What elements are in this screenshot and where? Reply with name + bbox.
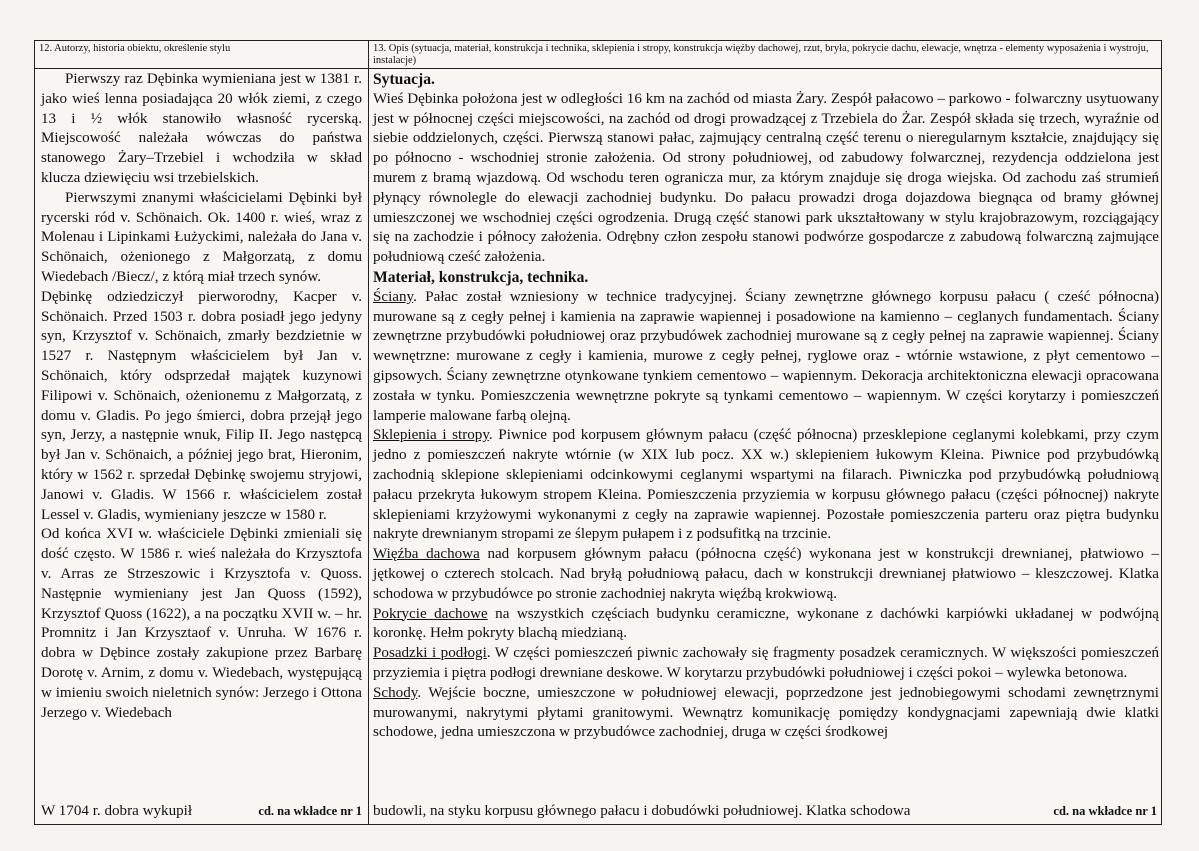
roof-label: Więźba dachowa bbox=[373, 546, 480, 563]
record-card-sheet bbox=[34, 40, 1162, 825]
history-bottom-line bbox=[41, 802, 362, 822]
history-paragraph-1: Pierwszy raz Dębinka wymieniana jest w 1381 r. jako wieś lenna posiadająca 20 włók ziemi, z czego 13 i ½ włók stanowiło własność rycerską. Miejscowość należała wówczas do państwa stanowego Żary–Trzebiel i wchodziła w skład klucza dziewięciu wsi trzebielskich. bbox=[41, 71, 362, 186]
roof-paragraph bbox=[373, 545, 1159, 604]
heading-material: Materiał, konstrukcja, technika. bbox=[373, 268, 589, 286]
header-authors-history: 12. Autorzy, historia obiektu, określenie stylu bbox=[35, 41, 369, 69]
description-column bbox=[369, 69, 1163, 824]
history-paragraph-4: Od końca XVI w. właściciele Dębinki zmieniali się dość często. W 1586 r. wieś należała do Krzysztofa v. Arras ze Strzeszowic i Krzysztofa v. Quoss. Następnie wymieniany jest Jan Quoss (1592), Krzysztof Quoss (1622), a na początku XVII w. – hr. Promnitz i Jan Krzysztaof v. Unruha. W 1676 r. dobra w Dębince zostały zakupione przez Barbarę Dorotę v. Arnim, z domu v. Wiedebach, występującą w imieniu swoich nieletnich synów: Jerzego i Ottona Jerzego v. Wiedebach bbox=[41, 526, 362, 721]
floors-label: Posadzki i podłogi bbox=[373, 645, 487, 662]
cover-label: Pokrycie dachowe bbox=[373, 605, 488, 622]
stairs-text: . Wejście boczne, umieszczone w południowej elewacji, poprzedzone jest jednobiegowymi schodami zewnętrznymi murowanymi, nakrytymi płytami granitowymi. Wewnątrz komunikację pomiędzy kondygnacjami zapewniają dwie klatki schodowe, jedna umieszczona w przybudówce zachodniej, druga w części środkowej bbox=[373, 684, 1159, 741]
cover-text: na wszystkich częściach budynku ceramiczne, wykonane z dachówki karpiówki układanej w podwójną koronkę. Hełm pokryty blachą miedzianą. bbox=[373, 605, 1159, 642]
description-continued-note: cd. na wkładce nr 1 bbox=[1053, 804, 1157, 818]
situation-text: Wieś Dębinka położona jest w odległości 16 km na zachód od miasta Żary. Zespół pałacowo – parkowo - folwarczny usytuowany jest w północnej części miejscowości, na zachód od drogi prowadzącej z Trzebiela do Żar. Zespół składa się trzech, wyraźnie od siebie oddzielonych, części. Pierwszą stanowi pałac, zajmujący centralną część terenu o nieregularnym kształcie, znajdujący się po północno - wschodniej stronie założenia. Od strony południowej, od zabudowy folwarcznej, rezydencja oddzielona jest murem z bramą wjazdową. Od wschodu teren ogranicza mur, za którym znajduje się droga wiejska. Od zachodu zaś strumień płynący równolegle do elewacji zachodniej budynku. Do pałacu prowadzi droga dojazdowa biegnąca od bramy głównej umieszczonej we wschodniej części ogrodzenia. Drugą część stanowi park ukształtowany w stylu krajobrazowym, rozciągający się na zachodzie i północy założenia. Odrębny człon zespołu stanowi podwórze gospodarcze z zabudową folwarczną zajmujące południową cześć założenia. bbox=[373, 90, 1159, 266]
cover-paragraph bbox=[373, 605, 1159, 645]
stairs-label: Schody bbox=[373, 684, 418, 701]
walls-paragraph bbox=[373, 288, 1159, 427]
walls-text: . Pałac został wzniesiony w technice tradycyjnej. Ściany zewnętrzne głównego korpusu pałacu ( cześć północna) murowane są z cegły pełnej i kamienia na zaprawie wapiennej i posadowione na kamienno – ceglanych fundamentach. Ściany zewnętrzne przybudówki południowej oraz przybudówek zachodniej murowane są z cegły pełnej na zaprawie wapiennej. Ściany wewnętrzne: murowane z cegły i kamienia, murowe z cegły pełnej, ryglowe oraz - wtórnie wstawione, z płyt cementowo – gipsowych. Ściany zewnętrzne otynkowane tynkiem cementowo – wapiennym. Dekoracja architektoniczna elewacji opracowana została w tynku. Pomieszczenia wewnętrzne pokryte są tynkami cementowo – wapiennym. W części korytarzy i pomieszczeń lamperie malowane farbą olejną. bbox=[373, 288, 1159, 424]
vaults-text: . Piwnice pod korpusem głównym pałacu (część północna) przesklepione ceglanymi kolebkami, przy czym jedno z pomieszczeń nakryte wtórnie (w XIX lub pocz. XX w.) sklepieniem łukowym Kleina. Piwnice pod przybudówką zachodnią sklepione sklepieniami odcinkowymi ceglanymi wspartymi na filarach. Piwniczka pod przybudówką południową pałacu przekryta łukowym stropem Kleina. Pomieszczenia przyziemia w korpusu głównego pałacu (części północnej) nakryte sklepieniami krzyżowymi wykonanymi z cegły na zaprawie wapiennej. Pozostałe pomieszczenia parteru oraz piętra budynku nakryte drewnianym stropami ze ślepym pułapem i z podsufitką na trzcinie. bbox=[373, 427, 1159, 543]
walls-label: Ściany bbox=[373, 288, 414, 305]
description-bottom-line bbox=[373, 802, 1157, 822]
floors-text: . W części pomieszczeń piwnic zachowały się fragmenty posadzek ceramicznych. W większości pomieszczeń przyziemia i piętra podłogi drewniane deskowe. W korytarzu przybudówki południowej i części pokoi – wylewka betonowa. bbox=[373, 645, 1159, 681]
history-paragraph-2: Pierwszymi znanymi właścicielami Dębinki był rycerski ród v. Schönaich. Ok. 1400 r. wieś, wraz z Molenau i Lipinkami Łużyckimi, należała do Jana v. Schönaich, ożenionego z Małgorzatą, z domu Wiedebach /Biecz/, z którą miał trzech synów. bbox=[41, 189, 362, 285]
vaults-label: Sklepienia i stropy bbox=[373, 427, 489, 444]
roof-text: nad korpusem głównym pałacu (północna część) wykonana jest w konstrukcji drewnianej, płatwiowo – jętkowej o czterech stolcach. Nad bryłą południową pałacu, dach w konstrukcji drewnianej płatwiowo – kleszczowej. Klatka schodowa w przybudówce po stronie zachodniej nakryta więźbą krokwiową. bbox=[373, 546, 1159, 602]
history-paragraph-3: Dębinkę odziedziczył pierworodny, Kacper v. Schönaich. Przed 1503 r. dobra posiadł jego jedyny syn, Krzysztof v. Schönaich, zmarły bezdzietnie w 1527 r. Następnym właścicielem był Jan v. Schönaich, który odsprzedał majątek kuzynowi Filipowi v. Schönaich, ożenionemu z Małgorzatą, z domu v. Gladis. Po jego śmierci, dobra przejął jego syn, Jerzy, a następnie wnuk, Filip II. Jego następcą był Jan v. Schönaich, a później jego brat, Hieronim, który w 1562 r. sprzedał Dębinkę swojemu stryjowi, Janowi v. Gladis. W 1566 r. właścicielem został Lessel v. Gladis, wymieniany jeszcze w 1580 r. bbox=[41, 288, 362, 523]
header-description: 13. Opis (sytuacja, materiał, konstrukcja i technika, sklepienia i stropy, konstrukcja więźby dachowej, rzut, bryła, pokrycie dachu, elewacje, wnętrza - elementy wyposażenia i wystroju, instalacje) bbox=[373, 43, 1149, 66]
floors-paragraph bbox=[373, 644, 1159, 684]
header-row bbox=[35, 41, 1161, 69]
history-column bbox=[35, 69, 369, 824]
heading-situation: Sytuacja. bbox=[373, 71, 435, 88]
description-last-line: budowli, na styku korpusu głównego pałacu i dobudówki południowej. Klatka schodowa bbox=[373, 803, 911, 819]
history-continued-note: cd. na wkładce nr 1 bbox=[258, 804, 362, 818]
stairs-paragraph bbox=[373, 684, 1159, 743]
history-last-line: W 1704 r. dobra wykupił bbox=[41, 803, 193, 819]
vaults-paragraph bbox=[373, 426, 1159, 545]
